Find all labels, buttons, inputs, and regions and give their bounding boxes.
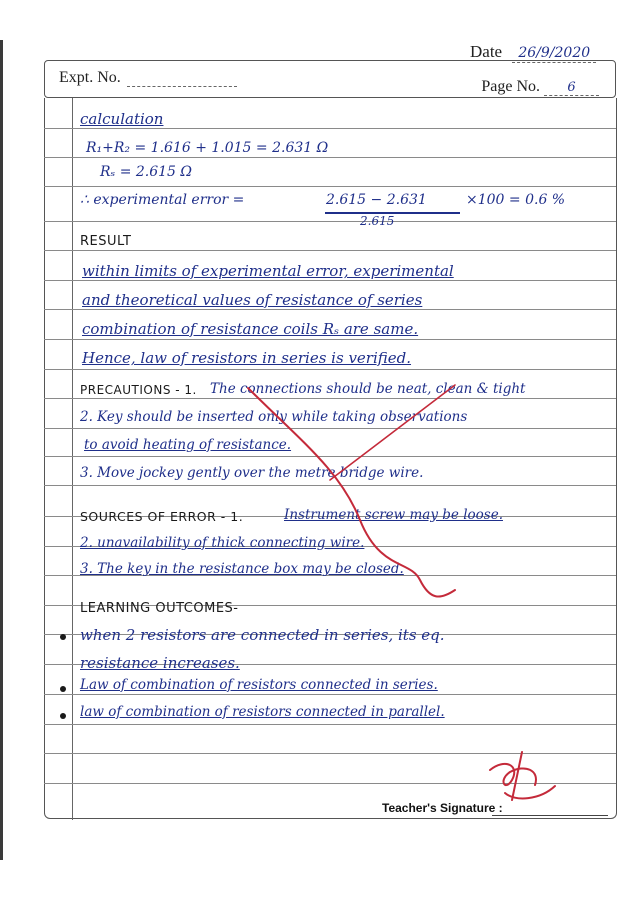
rule-line [44, 724, 616, 725]
rule-line [44, 369, 616, 370]
margin-line [72, 98, 73, 820]
page-value: 6 [544, 80, 599, 96]
error-numerator: 2.615 − 2.631 [326, 192, 427, 208]
error-denominator: 2.615 [360, 214, 395, 228]
rule-line [44, 339, 616, 340]
bullet-2 [60, 686, 66, 692]
date-value: 26/9/2020 [512, 45, 596, 63]
bullet-1 [60, 634, 66, 640]
teacher-signature-line [492, 815, 608, 816]
calculation-heading: calculation [80, 110, 164, 128]
learning-item-3: law of combination of resistors connected in parallel. [80, 704, 445, 720]
source-line-2: 2. unavailability of thick connecting wire. [80, 535, 365, 551]
scan-edge [0, 40, 3, 860]
page-label: Page No. [481, 78, 540, 95]
result-line-4: Hence, law of resistors in series is verified. [82, 349, 412, 367]
rule-line [44, 280, 616, 281]
rule-line [44, 694, 616, 695]
rule-line [44, 309, 616, 310]
learning-item-2: Law of combination of resistors connected in series. [80, 677, 438, 693]
source-line-1: Instrument screw may be loose. [284, 507, 503, 523]
precaution-line-4: 3. Move jockey gently over the metre bridge wire. [80, 465, 424, 481]
rule-line [44, 753, 616, 754]
precaution-line-3: to avoid heating of resistance. [84, 437, 292, 453]
rule-line [44, 398, 616, 399]
error-label: ∴ experimental error = [80, 192, 245, 208]
source-line-3: 3. The key in the resistance box may be closed. [80, 561, 404, 577]
error-result: ×100 = 0.6 % [466, 192, 566, 208]
rule-line [44, 128, 616, 129]
rule-line [44, 783, 616, 784]
expt-blank [127, 72, 237, 87]
result-heading: RESULT [80, 234, 132, 249]
date-label: Date [470, 42, 503, 61]
rule-line [44, 428, 616, 429]
bullet-3 [60, 713, 66, 719]
teacher-signature-label: Teacher's Signature : [382, 801, 503, 815]
expt-label: Expt. No. [59, 69, 121, 86]
sources-heading: SOURCES OF ERROR - 1. [80, 509, 244, 524]
rule-line [44, 250, 616, 251]
learning-item-1-cont: resistance increases. [80, 654, 240, 672]
precautions-heading: PRECAUTIONS - 1. [80, 383, 197, 397]
result-line-3: combination of resistance coils Rₛ are same. [82, 320, 419, 338]
page-no [481, 78, 599, 96]
header-box [44, 60, 616, 98]
rule-line [44, 221, 616, 222]
precaution-line-2: 2. Key should be inserted only while taking observations [80, 409, 468, 425]
learning-heading: LEARNING OUTCOMES- [80, 601, 239, 616]
expt-no [59, 69, 237, 87]
rule-line [44, 485, 616, 486]
rule-line [44, 157, 616, 158]
learning-item-1: when 2 resistors are connected in series, its eq. [80, 626, 445, 644]
precaution-line-1: The connections should be neat, clean & tight [210, 381, 526, 397]
rule-line [44, 456, 616, 457]
result-line-2: and theoretical values of resistance of series [82, 291, 423, 309]
calc-line-1: R₁+R₂ = 1.616 + 1.015 = 2.631 Ω [86, 140, 329, 156]
calc-line-2: Rₛ = 2.615 Ω [100, 164, 193, 180]
rule-line [44, 186, 616, 187]
result-line-1: within limits of experimental error, experimental [82, 262, 454, 280]
